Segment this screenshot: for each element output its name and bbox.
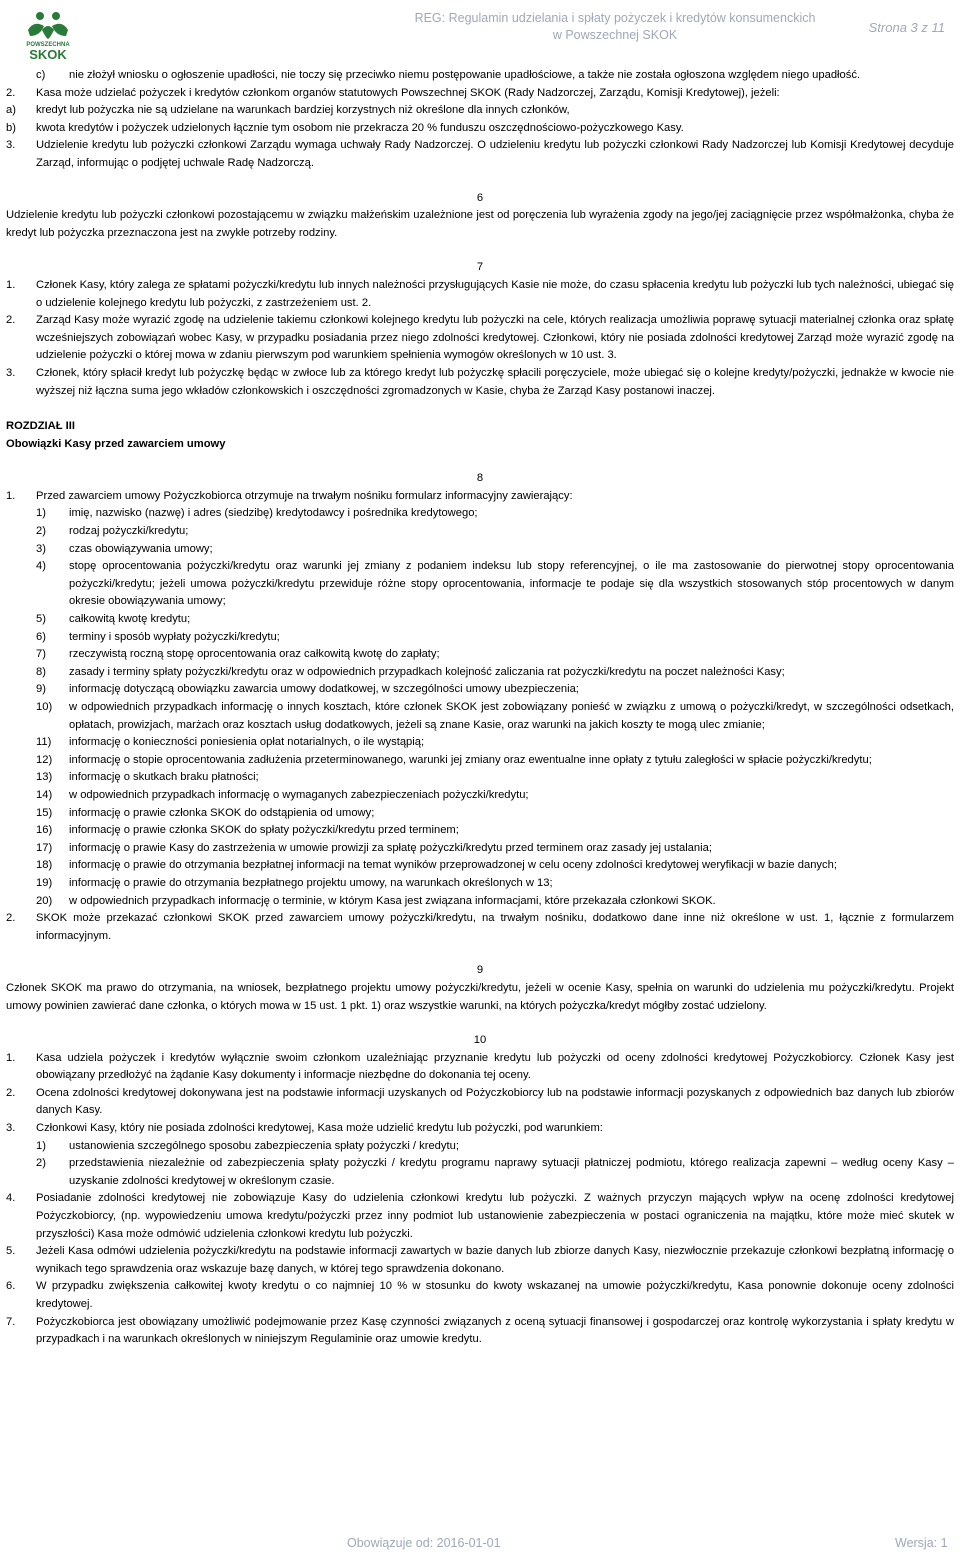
- list-item: 4) stopę oprocentowania pożyczki/kredytu oraz warunki jej zmiany z podaniem indeksu lub stopy referencyjnej, o ile ma zastosowanie do pierwotnej stopy oprocentowania pożyczki/kredytu; jeżeli umowa pożyczki/kredytu przewiduje różne stopy oprocentowania, informacje te podaje się dla wszystkich stosowanych stóp procentowych w danym okresie obowiązywania umowy;: [36, 560, 954, 608]
- section-heading-9: 9: [476, 964, 484, 977]
- list-item: 3. Członkowi Kasy, który nie posiada zdolności kredytowej, Kasa może udzielić kredytu lub pożyczki, pod warunkiem:: [6, 1122, 603, 1135]
- list-item: 1) imię, nazwisko (nazwę) i adres (siedzibę) kredytodawcy i pośrednika kredytowego;: [36, 507, 478, 520]
- document-body: [6, 67, 954, 1349]
- list-item: 7) rzeczywistą roczną stopę oprocentowania oraz całkowitą kwotę do zapłaty;: [36, 648, 440, 661]
- list-item: a) kredyt lub pożyczka nie są udzielane na warunkach bardziej korzystnych niż określone dla innych członków,: [6, 104, 570, 117]
- page-number: Strona 3 z 11: [868, 20, 945, 35]
- list-item: 15) informację o prawie członka SKOK do odstąpienia od umowy;: [36, 806, 375, 819]
- section-9-text: Członek SKOK ma prawo do otrzymania, na wniosek, bezpłatnego projektu umowy pożyczki/kredytu, jeżeli w ocenie Kasy, spełnia on warunki do udzielenia mu pożyczki/kredytu. Projekt umowy powinien zawierać dane członka, o których mowa w 15 ust. 1 pkt. 1) oraz wszystkie warunki, na których pożyczka/kredyt mógłby zostać udzielony.: [6, 981, 954, 1012]
- list-item: 18) informację o prawie do otrzymania bezpłatnej informacji na temat wyników przeprowadzonej w celu oceny zdolności kredytowej weryfikacji w bazie danych;: [36, 859, 837, 872]
- list-item: 2. Ocena zdolności kredytowej dokonywana jest na podstawie informacji uzyskanych od Pożyczkobiorcy lub na podstawie informacji pozyskanych z odpowiednich baz danych lub zbiorów danych Kasy.: [6, 1086, 954, 1117]
- powszechna-skok-logo: [20, 8, 76, 60]
- footer-effective-date: Obowiązuje od: 2016-01-01: [347, 1536, 501, 1550]
- list-item: 14) w odpowiednich przypadkach informację o wymaganych zabezpieczeniach pożyczki/kredytu;: [36, 788, 529, 801]
- list-item: 10) w odpowiednich przypadkach informację o innych kosztach, które członek SKOK jest zobowiązany ponieść w związku z umową o pożyczki/kredyt, w szczególności odsetkach, opłatach, prowizjach, marżach oraz kosztach usług dodatkowych, jeżeli są znane Kasie, oraz warunki na jakich koszty te mogą ulec zmianie;: [36, 701, 954, 731]
- paragraph-2: 2. Kasa może udzielać pożyczek i kredytów członkom organów statutowych Powszechnej SKOK (Rady Nadzorczej, Zarządu, Komisji Kredytowej), jeżeli:: [6, 86, 780, 99]
- list-item: 1. Kasa udziela pożyczek i kredytów wyłącznie swoim członkom uzależniając przyznanie kredytu lub pożyczki od oceny zdolności kredytowej Pożyczkobiorcy. Członek Kasy jest obowiązany przedłożyć na żądanie Kasy dokumenty i informacje niezbędne do dokonania tej oceny.: [6, 1051, 954, 1082]
- list-item: 5. Jeżeli Kasa odmówi udzielenia pożyczki/kredytu na podstawie informacji zawartych w bazie danych lub zbiorze danych Kasy, niezwłocznie przekazuje członkowi bezpłatną informację o wynikach tego sprawdzenia oraz wskazuje bazę danych, w której tego sprawdzenia dokonano.: [6, 1245, 954, 1275]
- chapter-subtitle: Obowiązki Kasy przed zawarciem umowy: [6, 437, 226, 450]
- list-item: 11) informację o konieczności poniesienia opłat notarialnych, o ile wystąpią;: [36, 736, 425, 749]
- section-8-list: [6, 505, 954, 910]
- chapter-heading: [6, 418, 954, 453]
- paragraph-8-1: 1. Przed zawarciem umowy Pożyczkobiorca otrzymuje na trwałym nośniku formularz informacyjny zawierający:: [6, 489, 573, 502]
- list-item: 12) informację o stopie oprocentowania zadłużenia przeterminowanego, warunki jej zmiany oraz ewentualne inne opłaty z tytułu zaległości w spłacie pożyczki/kredytu;: [36, 753, 872, 766]
- section-10-list: [6, 1050, 954, 1349]
- paragraph-3: 3. Udzielenie kredytu lub pożyczki członkowi Zarządu wymaga uchwały Rady Nadzorczej. O udzieleniu kredytu lub pożyczki członkowi Rady Nadzorczej lub Komisji Kredytowej decyduje Zarząd, informując o podjętej uchwale Radę Nadzorczą.: [6, 139, 954, 169]
- list-item: 4. Posiadanie zdolności kredytowej nie zobowiązuje Kasy do udzielenia członkowi kredytu lub pożyczki. Z ważnych przyczyn mających wpływ na ocenę zdolności kredytowej Pożyczkobiorcy, (np. wypowiedzeniu umowa kredytu/pożyczki przez inny podmiot lub ustanowienie zabezpieczenia w postaci ograniczenia na majątku, które może mieć skutek w przyszłości) Kasa może odmówić udzielenia członkowi kredytu lub pożyczki.: [6, 1192, 954, 1240]
- section-heading-6: 6: [476, 191, 484, 204]
- list-item: 6. W przypadku zwiększenia całkowitej kwoty kredytu o co najmniej 10 % w stosunku do kwoty wskazanej na umowie pożyczki/kredytu, Kasa ponownie dokonuje oceny zdolności kredytowej.: [6, 1280, 954, 1310]
- list-item: b) kwota kredytów i pożyczek udzielonych łącznie tym osobom nie przekracza 20 % funduszu oszczędnościowo-pożyczkowego Kasy.: [6, 121, 684, 134]
- list-item: 3) czas obowiązywania umowy;: [36, 542, 213, 555]
- list-item: 17) informację o prawie Kasy do zastrzeżenia w umowie prowizji za spłatę pożyczki/kredytu przed terminem oraz zasady jej ustalania;: [36, 841, 712, 854]
- document-title: [400, 10, 830, 44]
- page-header: [0, 0, 960, 64]
- section-heading-10: 10: [473, 1034, 487, 1047]
- list-item: 1. Członek Kasy, który zalega ze spłatami pożyczki/kredytu lub innych należności przysługujących Kasie nie może, do czasu spłacenia kredytu lub pożyczki lub tych należności, ubiegać się o udzielenie kolejnego kredytu lub pożyczki, z zastrzeżeniem ust. 2.: [6, 278, 954, 309]
- list-item: 5) całkowitą kwotę kredytu;: [36, 613, 191, 626]
- list-item: 2) przedstawienia niezależnie od zabezpieczenia spłaty pożyczki / kredytu programu naprawy sytuacji płatniczej podmiotu, którego realizacja zapewni – według oceny Kasy – uzyskanie zdolności kredytowej w określonym czasie.: [36, 1157, 954, 1187]
- list-item: 6) terminy i sposób wypłaty pożyczki/kredytu;: [36, 630, 280, 643]
- list-item: 7. Pożyczkobiorca jest obowiązany umożliwić podejmowanie przez Kasę czynności związanych z oceną sytuacji finansowej i gospodarczej oraz kontrolę wykorzystania i spłaty kredytu w przypadkach i na warunkach określonych w niniejszym Regulaminie oraz umowie kredytu.: [6, 1315, 954, 1346]
- list-item: 3. Członek, który spłacił kredyt lub pożyczkę będąc w zwłoce lub za którego kredyt lub pożyczkę spłacili poręczyciele, może ubiegać się o kolejne kredyty/pożyczki, jednakże w kwocie nie wyższej niż łączna suma jego wkładów członkowskich i oszczędności zgromadzonych w Kasie, chyba że Zarząd Kasy postanowi inaczej.: [6, 366, 954, 397]
- list-item: 2. Zarząd Kasy może wyrazić zgodę na udzielenie takiemu członkowi kolejnego kredytu lub pożyczki na cele, których realizacja umożliwia poprawę sytuacji materialnej członka oraz spłatę wcześniejszych zobowiązań wobec Kasy, w przypadku posiadania przez niego zdolności kredytowej. Członkowi, który nie posiada zdolności kredytowej Zarząd może wyrazić zgodę na udzielenie pożyczki o której mowa w zdaniu pierwszym pod warunkiem spełnienia wymogów określonych w 10 ust. 3.: [6, 314, 954, 362]
- list-item: 20) w odpowiednich przypadkach informację o terminie, w którym Kasa jest związana informacjami, które przekazała członkowi SKOK.: [36, 894, 716, 907]
- list-item: 1) ustanowienia szczególnego sposobu zabezpieczenia spłaty pożyczki / kredytu;: [36, 1139, 459, 1152]
- list-item: 9) informację dotyczącą obowiązku zawarcia umowy dodatkowej, w szczególności umowy ubezpieczenia;: [36, 683, 579, 696]
- document-title-line2: w Powszechnej SKOK: [552, 28, 678, 42]
- section-6-text: Udzielenie kredytu lub pożyczki członkowi pozostającemu w związku małżeńskim uzależnione jest od poręczenia lub wyrażenia zgody na jego/jej zaciągnięcie przez współmałżonka, chyba że kredyt lub pożyczka przeznaczona jest na zwykłe potrzeby rodziny.: [6, 209, 954, 239]
- svg-text:POWSZECHNA: POWSZECHNA: [26, 42, 70, 48]
- list-item: 8) zasady i terminy spłaty pożyczki/kredytu oraz w odpowiednich przypadkach kolejność zaliczania rat pożyczki/kredytu na poczet należności Kasy;: [36, 665, 785, 678]
- chapter-title: ROZDZIAŁ III: [6, 420, 75, 433]
- list-item: 19) informację o prawie do otrzymania bezpłatnego projektu umowy, na warunkach określonych w 13;: [36, 876, 553, 889]
- svg-text:SKOK: SKOK: [29, 47, 67, 60]
- paragraph-8-2: 2. SKOK może przekazać członkowi SKOK przed zawarciem umowy pożyczki/kredytu, na trwałym nośniku, dodatkowo dane inne niż określone w ust. 1, łącznie z formularzem informacyjnym.: [6, 912, 954, 942]
- list-item: c) nie złożył wniosku o ogłoszenie upadłości, nie toczy się przeciwko niemu postępowanie upadłościowe, a także nie została ogłoszona względem niego upadłość.: [36, 69, 861, 81]
- document-title-line1: REG: Regulamin udzielania i spłaty pożyczek i kredytów konsumenckich: [414, 11, 816, 25]
- list-item: 16) informację o prawie członka SKOK do spłaty pożyczki/kredytu przed terminem;: [36, 824, 459, 837]
- section-heading-8: 8: [476, 472, 484, 485]
- list-item: 13) informację o skutkach braku płatności;: [36, 771, 259, 784]
- footer-version: Wersja: 1: [895, 1536, 948, 1550]
- section-heading-7: 7: [476, 261, 484, 274]
- list-item: 2) rodzaj pożyczki/kredytu;: [36, 525, 189, 538]
